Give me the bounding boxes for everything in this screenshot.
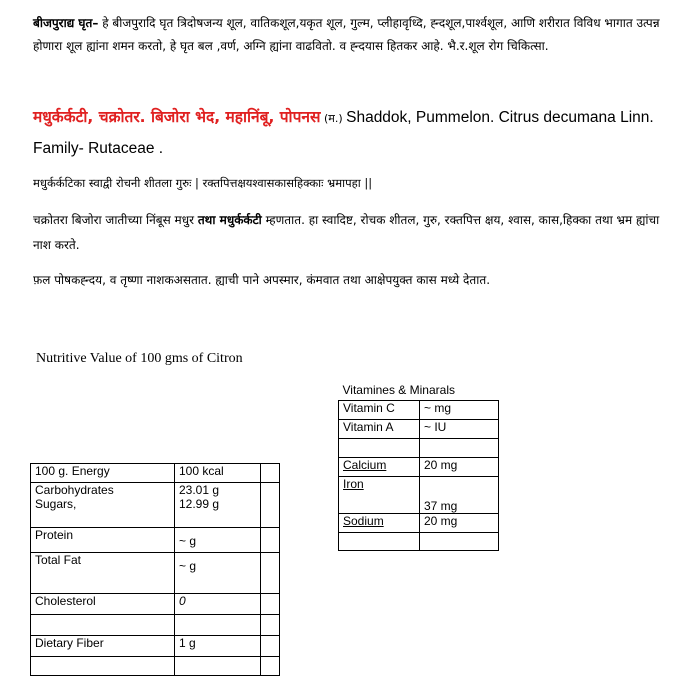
empty-cell xyxy=(339,439,420,458)
iron-label: Iron xyxy=(343,477,364,491)
paragraph-fruit-uses xyxy=(33,268,665,293)
nutrition-caption: Nutritive Value of 100 gms of Citron xyxy=(36,351,243,366)
language-marker: (म.) xyxy=(320,112,347,125)
table-row xyxy=(339,514,499,533)
vitamins-table xyxy=(338,383,499,551)
empty-cell xyxy=(261,553,280,594)
empty-cell xyxy=(261,483,280,528)
paragraph-body: हे बीजपुरादि घृत त्रिदोषजन्य शूल, वातिकशूल,यकृत शूल, गुल्म, प्लीहावृध्दि, ह्न्दशूल,पार्श्वशूल, आणि शरीरात विविध भागात उत्पन्न होणारा शूल ह्यांना शमन करतो, हे घृत बल ,वर्ण, अग्नि ह्यांना वाढवितो. व ह्न्दयास हितकर आहे. भै.र.शूल रोग चिकित्सा. xyxy=(33,16,660,53)
empty-cell xyxy=(175,615,261,636)
sodium-value: 20 mg xyxy=(420,514,499,533)
dietary-fiber-label: Dietary Fiber xyxy=(31,636,175,657)
table-row xyxy=(31,615,280,636)
table-row xyxy=(31,594,280,615)
total-fat-value: ~ g xyxy=(179,559,197,573)
table-row xyxy=(31,464,280,483)
paragraph-plant-names xyxy=(33,102,665,164)
total-fat-label: Total Fat xyxy=(31,553,175,594)
vitamin-a-label: Vitamin A xyxy=(339,420,420,439)
table-row xyxy=(339,401,499,420)
table-row xyxy=(339,533,499,551)
table-row xyxy=(339,458,499,477)
calcium-value: 20 mg xyxy=(420,458,499,477)
empty-cell xyxy=(261,464,280,483)
shloka-text: मधुर्कर्कटिका स्वाद्वी रोचनी शीतला गुरुः | रक्तपित्तक्षयश्वासकासहिक्काः भ्रमापहा || xyxy=(33,176,373,190)
protein-value: ~ g xyxy=(179,534,197,548)
vitamin-c-label: Vitamin C xyxy=(339,401,420,420)
table-row xyxy=(339,477,499,514)
properties-text-a: चक्रोतरा बिजोरा जातीच्या निंबूस मधुर xyxy=(33,213,198,227)
sugars-label: Sugars, xyxy=(35,497,77,511)
table-row xyxy=(339,439,499,458)
empty-cell xyxy=(31,615,175,636)
table-row xyxy=(31,483,280,528)
empty-cell xyxy=(261,615,280,636)
energy-value: 100 kcal xyxy=(175,464,261,483)
paragraph-lead-heading: बीजपुराद्य घृत– xyxy=(33,16,99,30)
table-row xyxy=(31,528,280,553)
carbohydrates-value: 23.01 g xyxy=(179,483,220,497)
fruit-uses-text: फ़ल पोषकह्न्दय, व तृष्णा नाशकअसतात. ह्याची पाने अपस्मार, कंमवात तथा आक्षेपयुक्त कास मध्ये देतात. xyxy=(33,273,491,287)
empty-cell xyxy=(31,657,175,676)
cholesterol-label: Cholesterol xyxy=(31,594,175,615)
table-row xyxy=(339,420,499,439)
plant-names-marathi: मधुर्कर्कटी, चक्रोतर. बिजोरा भेद, महानिंबू, पोपनस xyxy=(33,108,321,126)
table-row xyxy=(31,553,280,594)
empty-cell xyxy=(339,533,420,551)
nutrition-table xyxy=(30,463,280,676)
dietary-fiber-value: 1 g xyxy=(175,636,261,657)
calcium-label: Calcium xyxy=(343,458,387,472)
sodium-label: Sodium xyxy=(343,514,384,528)
paragraph-bijpuradya-ghrit xyxy=(33,12,665,58)
vitamin-a-value: ~ IU xyxy=(420,420,499,439)
carbohydrates-label: Carbohydrates xyxy=(35,483,114,497)
sugars-value: 12.99 g xyxy=(179,497,220,511)
paragraph-properties xyxy=(33,208,665,258)
properties-text-c: म्हणतात. हा स्वादिष्ट, रोचक शीतल, गुरु, रक्तपित्त क्षय, श्वास, कास,हिक्का तथा भ्रम ह्यांचा नाश करते. xyxy=(33,213,660,252)
table-row xyxy=(31,636,280,657)
empty-cell xyxy=(261,657,280,676)
empty-cell xyxy=(420,439,499,458)
energy-label: 100 g. Energy xyxy=(31,464,175,483)
empty-cell xyxy=(261,636,280,657)
paragraph-shloka xyxy=(33,172,665,194)
iron-value: 37 mg xyxy=(420,477,499,514)
empty-cell xyxy=(175,657,261,676)
table-row xyxy=(31,657,280,676)
protein-label: Protein xyxy=(31,528,175,553)
cholesterol-value: 0 xyxy=(175,594,261,615)
vitamin-c-value: ~ mg xyxy=(420,401,499,420)
vitamins-table-header: Vitamines & Minarals xyxy=(339,383,499,401)
plant-names-latin: Shaddok, Pummelon. Citrus decumana Linn. Family- Rutaceae . xyxy=(33,109,654,157)
empty-cell xyxy=(420,533,499,551)
empty-cell xyxy=(261,528,280,553)
empty-cell xyxy=(261,594,280,615)
properties-text-bold: तथा मधुर्कर्कटी xyxy=(197,213,262,227)
